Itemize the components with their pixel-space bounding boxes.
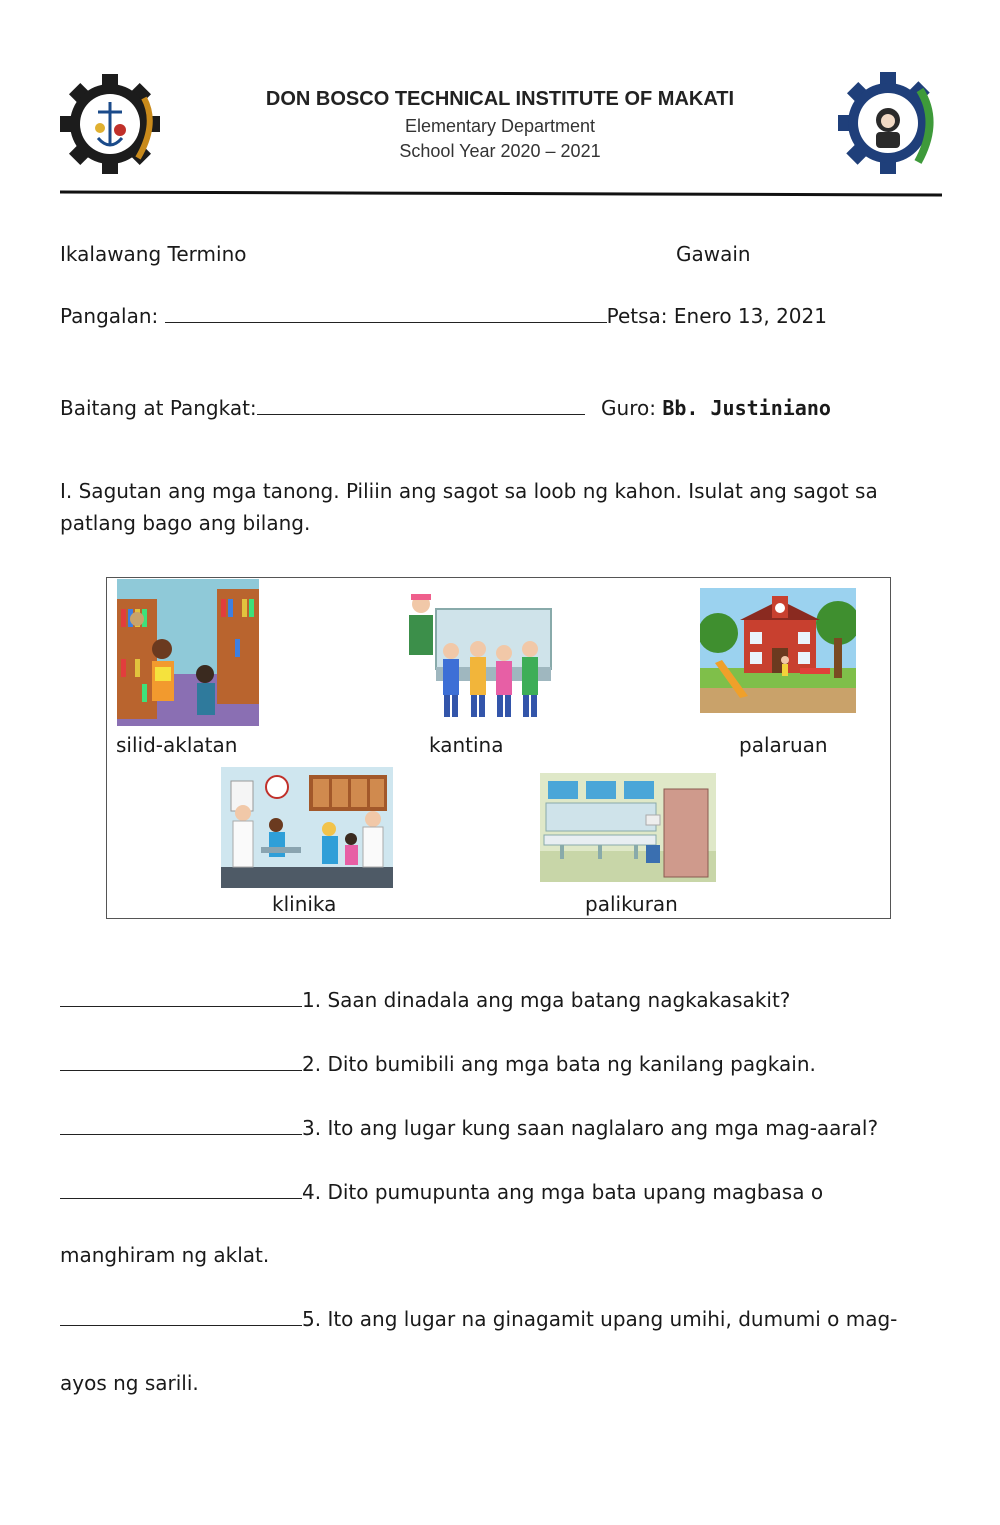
question-4-continuation: manghiram ng aklat. (60, 1243, 270, 1267)
choice-label-clinic: klinika (272, 892, 337, 916)
choice-label-restroom: palikuran (585, 892, 678, 916)
name-field[interactable] (165, 304, 607, 323)
library-illustration (117, 579, 259, 726)
question-text-3: 3. Ito ang lugar kung saan naglalaro ang mga mag-aaral? (302, 1116, 879, 1140)
answer-blank-5[interactable] (60, 1307, 302, 1326)
teacher-label: Guro: (601, 396, 656, 420)
canteen-illustration (406, 589, 558, 725)
name-row (60, 304, 827, 328)
header-divider (60, 190, 942, 196)
question-text-2: 2. Dito bumibili ang mga bata ng kanilang pagkain. (302, 1052, 816, 1076)
question-5 (60, 1307, 897, 1331)
clinic-illustration (221, 767, 393, 888)
question-text-5: 5. Ito ang lugar na ginagamit upang umihi, dumumi o mag- (302, 1307, 898, 1331)
question-text-4: 4. Dito pumupunta ang mga bata upang magbasa o (302, 1180, 824, 1204)
instructions-line-1: I. Sagutan ang mga tanong. Piliin ang sagot sa loob ng kahon. Isulat ang sagot sa (60, 479, 878, 503)
activity-label: Gawain (676, 242, 751, 266)
choice-label-playground: palaruan (739, 733, 828, 757)
answer-blank-4[interactable] (60, 1180, 302, 1199)
instructions-line-2: patlang bago ang bilang. (60, 511, 311, 535)
term-label: Ikalawang Termino (60, 242, 247, 266)
answer-blank-3[interactable] (60, 1116, 302, 1135)
choice-label-library: silid-aklatan (116, 733, 238, 757)
playground-illustration (700, 588, 856, 713)
grade-label: Baitang at Pangkat: (60, 396, 257, 420)
date-label: Petsa: (606, 304, 668, 328)
answer-blank-2[interactable] (60, 1052, 302, 1071)
restroom-illustration (540, 773, 716, 882)
department: Elementary Department (404, 116, 596, 136)
grade-field[interactable] (257, 396, 585, 415)
date-value: Enero 13, 2021 (673, 304, 827, 328)
grade-row (60, 396, 831, 420)
question-2 (60, 1052, 816, 1076)
question-text-1: 1. Saan dinadala ang mga batang nagkakasakit? (302, 988, 791, 1012)
name-label: Pangalan: (60, 304, 159, 328)
school-name: DON BOSCO TECHNICAL INSTITUTE OF MAKATI (265, 88, 735, 110)
teacher-value: Bb. Justiniano (662, 396, 831, 420)
school-year: School Year 2020 – 2021 (399, 141, 601, 161)
choice-label-canteen: kantina (429, 733, 504, 757)
question-5-continuation: ayos ng sarili. (60, 1371, 199, 1395)
answer-blank-1[interactable] (60, 988, 302, 1007)
question-1 (60, 988, 790, 1012)
question-3 (60, 1116, 878, 1140)
question-4 (60, 1180, 823, 1204)
